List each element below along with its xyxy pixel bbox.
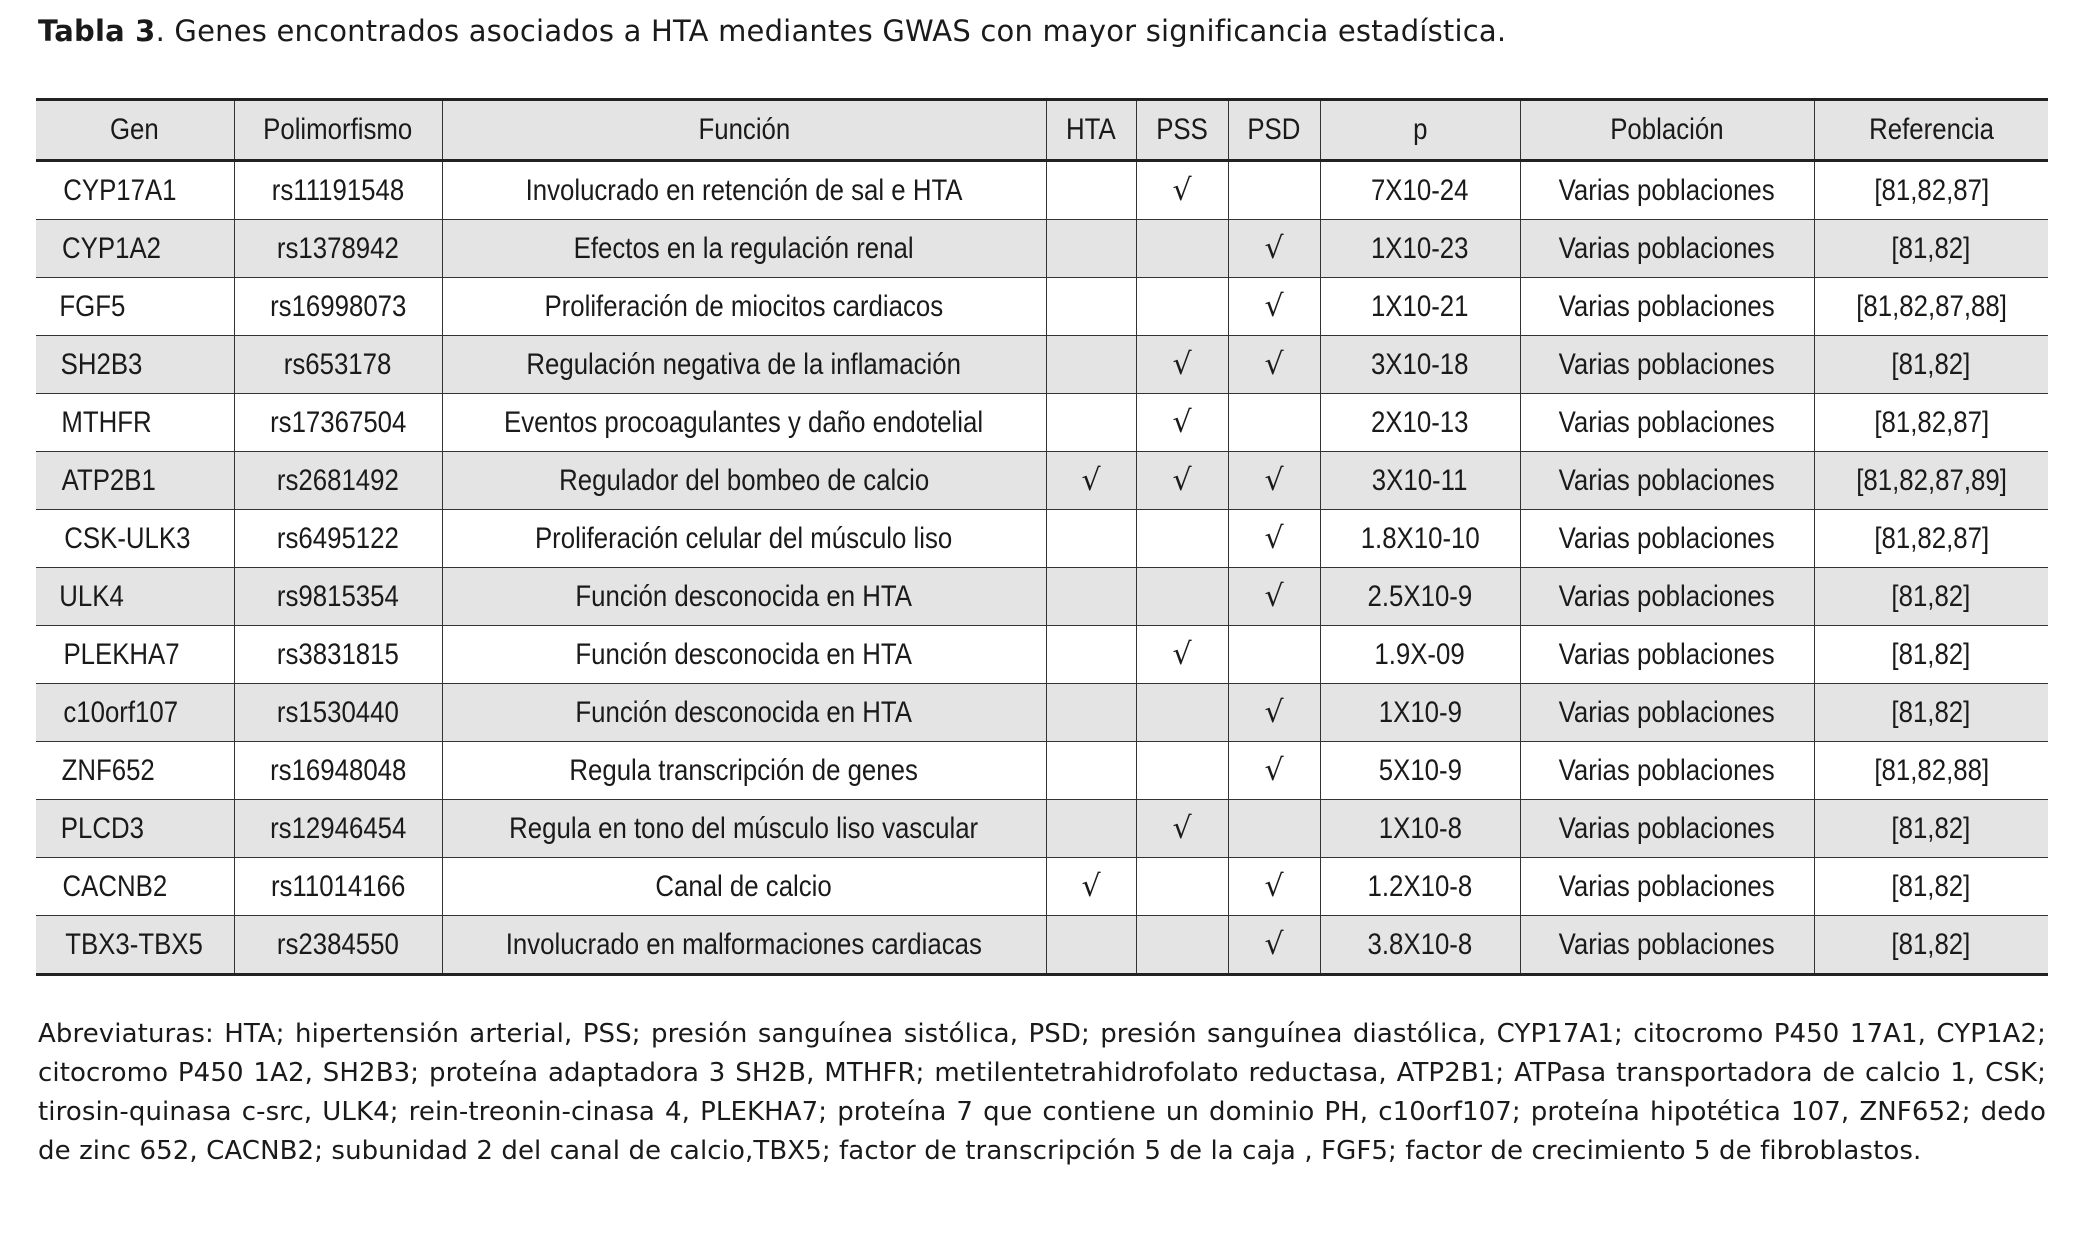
cell-text: 1.9X-09 <box>1374 637 1466 671</box>
cell-text: Varias poblaciones <box>1558 811 1776 845</box>
check-mark: √ <box>1264 927 1284 962</box>
cell-polimorfismo <box>234 742 442 800</box>
cell-text: 1X10-23 <box>1371 231 1469 265</box>
cell-referencia <box>1814 394 2048 452</box>
check-mark: √ <box>1081 463 1101 498</box>
cell-referencia <box>1814 800 2048 858</box>
genes-table <box>36 98 2048 976</box>
cell-text: [81,82,88] <box>1873 753 1989 787</box>
column-header-label: HTA <box>1066 113 1116 146</box>
cell-hta <box>1046 161 1136 220</box>
cell-text: PLEKHA7 <box>63 637 180 671</box>
cell-gen <box>36 800 234 858</box>
column-header-label: Gen <box>110 113 160 146</box>
table-row <box>36 800 2048 858</box>
cell-funcion <box>442 568 1046 626</box>
cell-text: rs16948048 <box>269 753 407 787</box>
cell-text: Involucrado en retención de sal e HTA <box>525 173 963 207</box>
column-header-psd <box>1228 100 1320 161</box>
cell-text: 5X10-9 <box>1378 753 1462 787</box>
caption-text: . Genes encontrados asociados a HTA mediantes GWAS con mayor significancia estadística. <box>155 14 1507 48</box>
cell-p <box>1320 800 1520 858</box>
cell-p <box>1320 568 1520 626</box>
cell-poblacion <box>1520 800 1814 858</box>
cell-text: [81,82,87] <box>1873 173 1989 207</box>
cell-text: rs11191548 <box>271 173 405 207</box>
cell-referencia <box>1814 742 2048 800</box>
cell-gen <box>36 742 234 800</box>
cell-referencia <box>1814 858 2048 916</box>
check-mark: √ <box>1264 753 1284 788</box>
column-header-label: p <box>1412 113 1428 146</box>
cell-text: CACNB2 <box>62 869 168 903</box>
cell-referencia <box>1814 626 2048 684</box>
cell-referencia <box>1814 452 2048 510</box>
cell-psd <box>1228 742 1320 800</box>
cell-polimorfismo <box>234 800 442 858</box>
cell-text: Eventos procoagulantes y daño endotelial <box>504 405 984 439</box>
cell-gen <box>36 916 234 975</box>
cell-p <box>1320 278 1520 336</box>
cell-text: CSK-ULK3 <box>64 521 191 555</box>
cell-p <box>1320 742 1520 800</box>
cell-hta <box>1046 452 1136 510</box>
column-header-funcion <box>442 100 1046 161</box>
column-header-polimorfismo <box>234 100 442 161</box>
cell-text: Varias poblaciones <box>1558 753 1776 787</box>
cell-psd <box>1228 220 1320 278</box>
cell-pss <box>1136 336 1228 394</box>
cell-text: Varias poblaciones <box>1558 289 1776 323</box>
abbreviations-note: Abreviaturas: HTA; hipertensión arterial, PSS; presión sanguínea sistólica, PSD; presión sanguínea diastólica, CYP17A1; citocromo P450 17A1, CYP1A2; citocromo P450 1A2, SH2B3; proteína adaptadora 3 SH2B, MTHFR; metilentetrahidrofolato reductasa, ATP2B1; ATPasa transportadora de calcio 1, CSK; tirosin-quinasa c-src, ULK4; rein-treonin-cinasa 4, PLEKHA7; proteína 7 que contiene un dominio PH, c10orf107; proteína hipotética 107, ZNF652; dedo de zinc 652, CACNB2; subunidad 2 del canal de calcio,TBX5; factor de transcripción 5 de la caja , FGF5; factor de crecimiento 5 de fibroblastos. <box>38 1019 2046 1166</box>
column-header-pss <box>1136 100 1228 161</box>
cell-text: 3X10-11 <box>1372 463 1468 497</box>
cell-text: 2X10-13 <box>1371 405 1469 439</box>
check-mark: √ <box>1172 347 1192 382</box>
cell-text: 3.8X10-8 <box>1367 927 1473 961</box>
cell-pss <box>1136 510 1228 568</box>
cell-p <box>1320 452 1520 510</box>
cell-hta <box>1046 916 1136 975</box>
cell-text: c10orf107 <box>63 695 179 729</box>
cell-polimorfismo <box>234 394 442 452</box>
column-header-referencia <box>1814 100 2048 161</box>
cell-text: MTHFR <box>61 405 152 439</box>
table-row <box>36 510 2048 568</box>
cell-referencia <box>1814 684 2048 742</box>
cell-text: Función desconocida en HTA <box>575 637 913 671</box>
table-body <box>36 161 2048 975</box>
cell-psd <box>1228 800 1320 858</box>
check-mark: √ <box>1264 579 1284 614</box>
cell-p <box>1320 394 1520 452</box>
check-mark: √ <box>1172 811 1192 846</box>
cell-gen <box>36 858 234 916</box>
cell-polimorfismo <box>234 161 442 220</box>
cell-hta <box>1046 742 1136 800</box>
cell-text: Varias poblaciones <box>1558 463 1776 497</box>
cell-gen <box>36 394 234 452</box>
cell-psd <box>1228 161 1320 220</box>
table-row <box>36 568 2048 626</box>
cell-pss <box>1136 800 1228 858</box>
cell-text: Función desconocida en HTA <box>575 695 913 729</box>
check-mark: √ <box>1264 463 1284 498</box>
column-header-p <box>1320 100 1520 161</box>
cell-polimorfismo <box>234 858 442 916</box>
cell-psd <box>1228 278 1320 336</box>
cell-text: Regulador del bombeo de calcio <box>558 463 930 497</box>
cell-text: [81,82] <box>1891 347 1971 381</box>
cell-text: Involucrado en malformaciones cardiacas <box>505 927 983 961</box>
cell-pss <box>1136 568 1228 626</box>
cell-poblacion <box>1520 568 1814 626</box>
cell-hta <box>1046 858 1136 916</box>
cell-funcion <box>442 394 1046 452</box>
column-header-label: Población <box>1610 113 1724 146</box>
cell-text: 1X10-8 <box>1378 811 1462 845</box>
cell-funcion <box>442 684 1046 742</box>
cell-text: ZNF652 <box>61 753 155 787</box>
check-mark: √ <box>1264 521 1284 556</box>
cell-p <box>1320 916 1520 975</box>
cell-psd <box>1228 858 1320 916</box>
table-row <box>36 220 2048 278</box>
cell-funcion <box>442 161 1046 220</box>
cell-text: [81,82,87,89] <box>1855 463 2007 497</box>
table-row <box>36 336 2048 394</box>
cell-text: ATP2B1 <box>61 463 156 497</box>
cell-gen <box>36 510 234 568</box>
cell-text: rs2681492 <box>277 463 399 497</box>
cell-gen <box>36 336 234 394</box>
cell-text: [81,82,87,88] <box>1855 289 2007 323</box>
cell-pss <box>1136 742 1228 800</box>
cell-hta <box>1046 800 1136 858</box>
cell-funcion <box>442 916 1046 975</box>
cell-gen <box>36 684 234 742</box>
cell-text: [81,82] <box>1891 811 1971 845</box>
cell-gen <box>36 220 234 278</box>
cell-text: Varias poblaciones <box>1558 231 1776 265</box>
cell-text: [81,82] <box>1891 695 1971 729</box>
cell-funcion <box>442 626 1046 684</box>
check-mark: √ <box>1172 463 1192 498</box>
cell-text: [81,82] <box>1891 637 1971 671</box>
cell-p <box>1320 336 1520 394</box>
cell-psd <box>1228 394 1320 452</box>
table-header-row <box>36 100 2048 161</box>
cell-referencia <box>1814 220 2048 278</box>
check-mark: √ <box>1264 231 1284 266</box>
cell-referencia <box>1814 336 2048 394</box>
cell-text: SH2B3 <box>60 347 143 381</box>
cell-hta <box>1046 220 1136 278</box>
table-row <box>36 626 2048 684</box>
cell-p <box>1320 510 1520 568</box>
cell-text: Varias poblaciones <box>1558 405 1776 439</box>
cell-hta <box>1046 684 1136 742</box>
cell-hta <box>1046 510 1136 568</box>
cell-referencia <box>1814 510 2048 568</box>
cell-referencia <box>1814 916 2048 975</box>
cell-text: rs17367504 <box>269 405 407 439</box>
cell-pss <box>1136 626 1228 684</box>
cell-poblacion <box>1520 916 1814 975</box>
cell-text: rs2384550 <box>277 927 399 961</box>
check-mark: √ <box>1264 289 1284 324</box>
cell-polimorfismo <box>234 626 442 684</box>
table-row <box>36 742 2048 800</box>
column-header-label: PSS <box>1156 113 1208 146</box>
cell-text: rs1378942 <box>277 231 399 265</box>
cell-funcion <box>442 452 1046 510</box>
cell-funcion <box>442 336 1046 394</box>
cell-funcion <box>442 220 1046 278</box>
cell-psd <box>1228 684 1320 742</box>
cell-text: rs9815354 <box>277 579 399 613</box>
cell-text: rs3831815 <box>277 637 399 671</box>
check-mark: √ <box>1264 695 1284 730</box>
cell-text: rs12946454 <box>269 811 407 845</box>
table-row <box>36 161 2048 220</box>
cell-text: Varias poblaciones <box>1558 173 1776 207</box>
cell-text: 1X10-9 <box>1378 695 1462 729</box>
column-header-label: Referencia <box>1868 113 1994 146</box>
column-header-label: Función <box>698 113 790 146</box>
cell-funcion <box>442 858 1046 916</box>
cell-polimorfismo <box>234 278 442 336</box>
cell-p <box>1320 684 1520 742</box>
cell-polimorfismo <box>234 220 442 278</box>
cell-psd <box>1228 916 1320 975</box>
table-caption <box>38 14 1506 48</box>
caption-label: Tabla 3 <box>38 14 156 48</box>
cell-text: rs6495122 <box>277 521 399 555</box>
cell-text: [81,82] <box>1891 579 1971 613</box>
cell-funcion <box>442 800 1046 858</box>
cell-poblacion <box>1520 161 1814 220</box>
cell-funcion <box>442 278 1046 336</box>
cell-poblacion <box>1520 510 1814 568</box>
cell-pss <box>1136 394 1228 452</box>
table-row <box>36 394 2048 452</box>
cell-pss <box>1136 684 1228 742</box>
table-row <box>36 684 2048 742</box>
column-header-poblacion <box>1520 100 1814 161</box>
cell-text: Regulación negativa de la inflamación <box>526 347 962 381</box>
cell-referencia <box>1814 278 2048 336</box>
table-row <box>36 452 2048 510</box>
check-mark: √ <box>1172 173 1192 208</box>
cell-referencia <box>1814 161 2048 220</box>
cell-poblacion <box>1520 684 1814 742</box>
cell-polimorfismo <box>234 684 442 742</box>
cell-text: Función desconocida en HTA <box>575 579 913 613</box>
cell-gen <box>36 161 234 220</box>
cell-poblacion <box>1520 452 1814 510</box>
cell-text: Varias poblaciones <box>1558 927 1776 961</box>
cell-p <box>1320 161 1520 220</box>
cell-pss <box>1136 452 1228 510</box>
cell-p <box>1320 626 1520 684</box>
cell-poblacion <box>1520 858 1814 916</box>
cell-polimorfismo <box>234 336 442 394</box>
cell-hta <box>1046 336 1136 394</box>
cell-text: rs653178 <box>284 347 392 381</box>
cell-text: CYP17A1 <box>63 173 177 207</box>
cell-hta <box>1046 626 1136 684</box>
cell-text: Efectos en la regulación renal <box>574 231 914 265</box>
cell-gen <box>36 568 234 626</box>
cell-text: PLCD3 <box>60 811 144 845</box>
cell-polimorfismo <box>234 568 442 626</box>
check-mark: √ <box>1172 405 1192 440</box>
cell-psd <box>1228 452 1320 510</box>
cell-text: Proliferación celular del músculo liso <box>535 521 953 555</box>
cell-psd <box>1228 626 1320 684</box>
cell-text: FGF5 <box>59 289 126 323</box>
cell-pss <box>1136 278 1228 336</box>
cell-text: [81,82,87] <box>1873 405 1989 439</box>
cell-text: Varias poblaciones <box>1558 347 1776 381</box>
check-mark: √ <box>1264 869 1284 904</box>
column-header-label: PSD <box>1247 113 1301 146</box>
cell-text: ULK4 <box>59 579 124 613</box>
cell-pss <box>1136 916 1228 975</box>
column-header-label: Polimorfismo <box>263 113 413 146</box>
cell-text: rs1530440 <box>277 695 399 729</box>
cell-hta <box>1046 278 1136 336</box>
cell-text: 7X10-24 <box>1371 173 1469 207</box>
check-mark: √ <box>1172 637 1192 672</box>
cell-pss <box>1136 161 1228 220</box>
cell-text: [81,82,87] <box>1873 521 1989 555</box>
cell-text: [81,82] <box>1891 869 1971 903</box>
cell-psd <box>1228 336 1320 394</box>
cell-text: rs11014166 <box>270 869 406 903</box>
cell-text: 3X10-18 <box>1371 347 1469 381</box>
cell-poblacion <box>1520 626 1814 684</box>
cell-text: Varias poblaciones <box>1558 521 1776 555</box>
cell-text: Regula transcripción de genes <box>569 753 919 787</box>
cell-p <box>1320 220 1520 278</box>
cell-text: Varias poblaciones <box>1558 869 1776 903</box>
cell-text: 1.8X10-10 <box>1360 521 1480 555</box>
table-row <box>36 278 2048 336</box>
cell-referencia <box>1814 568 2048 626</box>
cell-funcion <box>442 742 1046 800</box>
cell-poblacion <box>1520 336 1814 394</box>
cell-gen <box>36 452 234 510</box>
cell-text: rs16998073 <box>269 289 407 323</box>
cell-psd <box>1228 568 1320 626</box>
cell-gen <box>36 278 234 336</box>
cell-text: Canal de calcio <box>655 869 833 903</box>
cell-hta <box>1046 394 1136 452</box>
cell-hta <box>1046 568 1136 626</box>
check-mark: √ <box>1264 347 1284 382</box>
cell-text: Varias poblaciones <box>1558 637 1776 671</box>
table-row <box>36 916 2048 975</box>
cell-text: TBX3-TBX5 <box>65 927 203 961</box>
cell-text: 2.5X10-9 <box>1367 579 1473 613</box>
cell-pss <box>1136 858 1228 916</box>
cell-text: Regula en tono del músculo liso vascular <box>509 811 979 845</box>
cell-text: Varias poblaciones <box>1558 579 1776 613</box>
column-header-hta <box>1046 100 1136 161</box>
cell-polimorfismo <box>234 916 442 975</box>
cell-gen <box>36 626 234 684</box>
cell-poblacion <box>1520 220 1814 278</box>
column-header-gen <box>36 100 234 161</box>
check-mark: √ <box>1081 869 1101 904</box>
table-row <box>36 858 2048 916</box>
cell-funcion <box>442 510 1046 568</box>
cell-p <box>1320 858 1520 916</box>
cell-text: Proliferación de miocitos cardiacos <box>544 289 944 323</box>
cell-text: 1.2X10-8 <box>1367 869 1473 903</box>
cell-poblacion <box>1520 742 1814 800</box>
cell-text: [81,82] <box>1891 231 1971 265</box>
cell-text: CYP1A2 <box>62 231 162 265</box>
cell-poblacion <box>1520 394 1814 452</box>
cell-polimorfismo <box>234 510 442 568</box>
cell-text: Varias poblaciones <box>1558 695 1776 729</box>
cell-psd <box>1228 510 1320 568</box>
cell-pss <box>1136 220 1228 278</box>
cell-poblacion <box>1520 278 1814 336</box>
cell-text: 1X10-21 <box>1371 289 1469 323</box>
cell-text: [81,82] <box>1891 927 1971 961</box>
cell-polimorfismo <box>234 452 442 510</box>
